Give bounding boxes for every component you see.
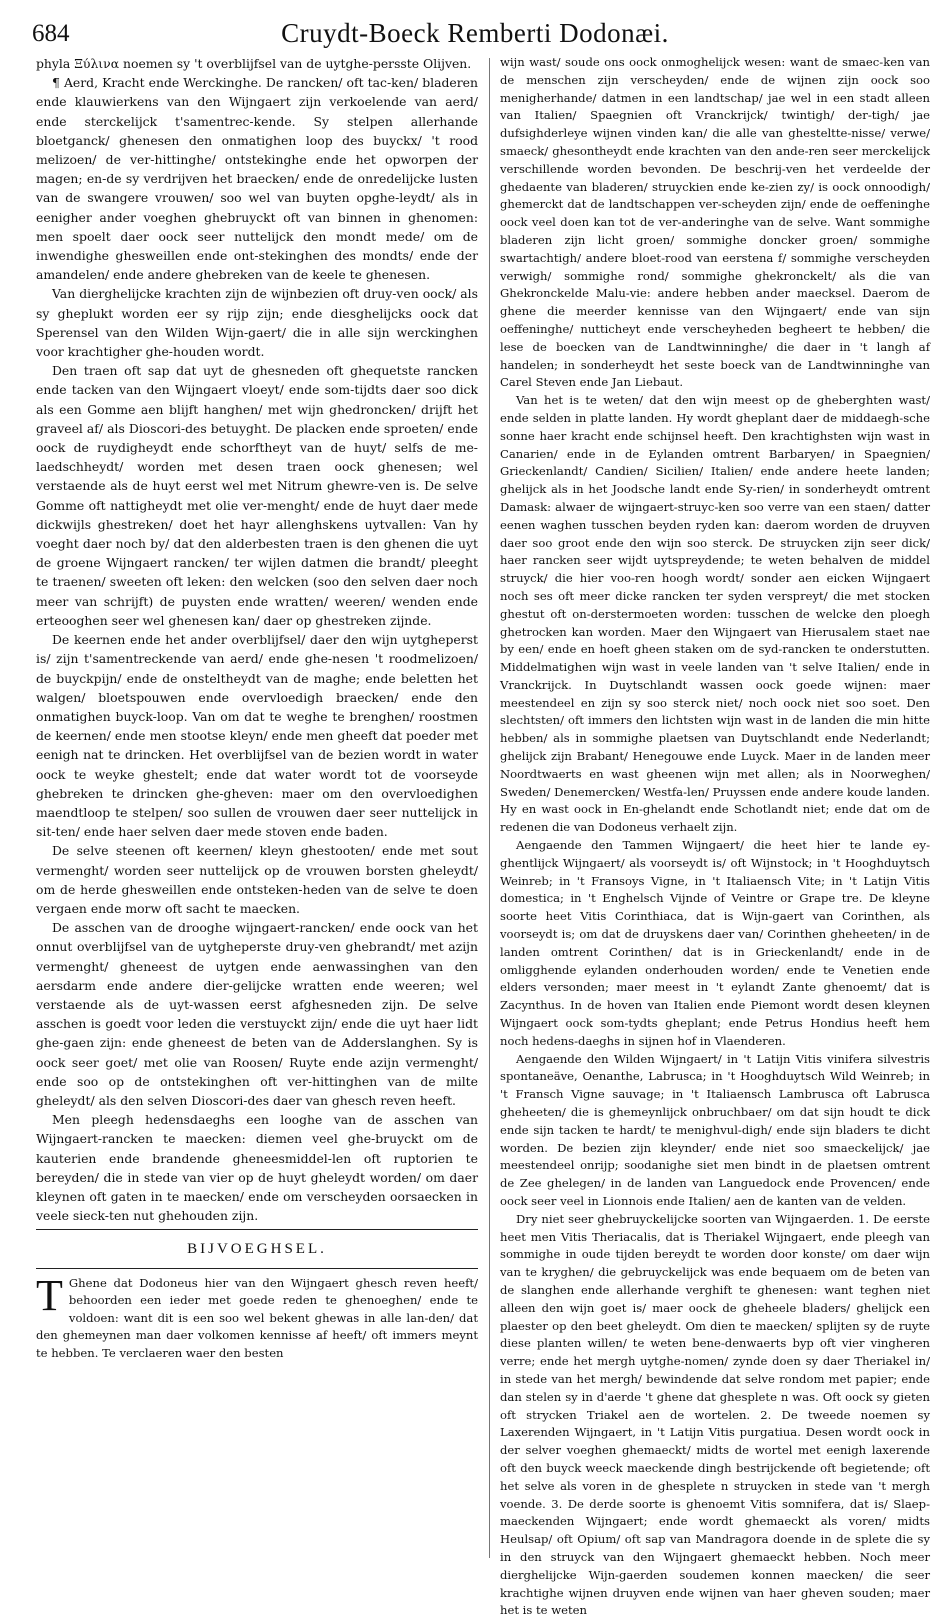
paragraph-bijvoeghsel: Ghene dat Dodoneus hier van den Wijngaert ghesch reven heeft/ behoorden een ieder met goede reden te ghenoeghen/ ende te voldoen: want dit is een soo wel bekent ghewas in alle lan-den/ dat den ghemeynen man daer volkomen kennisse af heeft/ oft immers meynt te hebben. Te verclaeren waer den besten <box>36 1275 478 1360</box>
paragraph-phyla: phyla Ξύλινα noemen sy 't overblijfsel van de uytghe-persste Olijven. <box>36 56 472 71</box>
drop-cap: T <box>36 1270 63 1320</box>
column-divider <box>489 58 490 1558</box>
section-rule <box>36 1229 478 1230</box>
paragraph-keernen: De keernen ende het ander overblijfsel/ daer den wijn uytgheperst is/ zijn t'samentreckende van aerd/ ende ghe-nesen 't roodmelizoen/ de buyckpijn/ ende de onsteltheydt van de maghe; ende beletten het walgen/ bloetspouwen ende overvloedigh braecken/ ende den onmatighen buyck-loop. Van om dat te weghe te brenghen/ roostmen de keernen/ ende men stootse kleyn/ ende men gheeft dat poeder met eenigh nat te drincken. Het overblijfsel van de bezien wordt in water oock te weyke ghestelt; ende dat water wordt tot de voorseyde ghebreken te drincken ghe-gheven: maer om den overvloedighen maendtloop te stelpen/ soo sullen de vrouwen daer seer nuttelijck in sit-ten/ ende haer selven daer mede stoven ende baden. <box>36 632 478 840</box>
left-column <box>36 54 478 1564</box>
section-title: BIJVOEGHSEL. <box>187 1241 327 1258</box>
paragraph-wilden-wijngaert: Aengaende den Wilden Wijngaert/ in 't Latijn Vitis vinifera silvestris spontaneäve, Oenanthe, Labrusca; in 't Hooghduytsch Wild Weinreb; in 't Fransch Vigne sauvage; in 't Italiaensch Lambrusca oft Labrusca gheheeten/ die is ghemeynlijck onbruchbaer/ om dat sijn houdt te dick ende sijn tacken te hardt/ te menighvul-digh/ ende sijn bladers te dicht worden. De bezien zijn kleynder/ ende niet soo smaeckelijck/ jae meestendeel onrijp; soodanighe siet men bindt in de plaetsen omtrent de Zee ghelegen/ in de landen van Languedock ende Provencen/ ende oock seer veel in Lionnois ende Italien/ aen de kanten van de velden. <box>500 1051 930 1208</box>
section-rule-bottom <box>36 1268 478 1269</box>
paragraph-looghe: Men pleegh hedensdaeghs een looghe van de asschen van Wijngaert-rancken te maecken: diemen veel ghe-bruyckt om de kauterien ende brandende gheneesmiddel-len oft ruptorien te bereyden/ die in stede van vier op de huyt gheleydt worden/ om daer kleynen oft gaten in te maecken/ ende om verscheyden oorsaecken in veele sieck-ten nut ghehouden zijn. <box>36 1112 478 1224</box>
page-number: 684 <box>32 20 70 47</box>
paragraph-asschen: De asschen van de drooghe wijngaert-rancken/ ende oock van het onnut overblijfsel van de uytgheperste druy-ven ghebrandt/ met azijn vermenght/ gheneest de uytgen ende aenwassinghen van den aersdarm ende andere dier-gelijcke wratten ende weeren; wel verstaende als de uyt-wassen eerst afghesneden zijn. De selve asschen is goedt voor leden die verstuyckt zijn/ ende die uyt haer lidt ghe-gaen zijn: ende gheneest de beten van de Adderslanghen. Sy is oock seer goet/ met olie van Roosen/ Ruyte ende azijn vermenght/ ende soo op de ontstekinghen oft ver-hittinghen van de milte gheleydt/ als den selven Dioscori-des daer van ghesch reven heeft. <box>36 920 478 1108</box>
paragraph-traen: Den traen oft sap dat uyt de ghesneden oft ghequetste rancken ende tacken van den Wijngaert vloeyt/ ende som-tijdts daer soo dick als een Gomme aen blijft hanghen/ met wijn ghedroncken/ drijft het graveel af/ als Dioscori-des betuyght. De placken ende sproeten/ ende oock de ruydigheydt ende schorftheyt van de huyt/ selfs de me-laedschheydt/ worden met desen traen oock ghenesen; wel verstaende als de huyt eerst wel met Nitrum ghewre-ven is. De selve Gomme oft nattigheydt met olie ver-menght/ ende de huyt daer mede dickwijls ghestreken/ doet het hayr allenghskens uytvallen: Van hy voeght daer noch by/ dat den alderbesten traen is den ghenen die uyt de groene Wijngaert rancken/ ter wijlen datmen die brandt/ pleeght te traenen/ sweeten oft leken: den welcken (soo den selven daer noch meer van schrijft) de puysten ende wratten/ weeren/ wenden ende erteooghen seer wel ghenesen kan/ daer op ghestreken zijnde. <box>36 363 478 628</box>
running-title: Cruydt-Boeck Remberti Dodonæi. <box>281 18 669 48</box>
paragraph-dry-soorten: Dry niet seer ghebruyckelijcke soorten van Wijngaerden. 1. De eerste heet men Vitis Theriacalis, dat is Theriakel Wijngaert, ende pleegh van sommighe in oude tijden bereydt te worden door konste/ om daer wijn van te kryghen/ die gebruyckelijck was ende bequaem om de beten van de slanghen ende allerhande verghift te ghenesen: want teghen niet alleen den wijn goet is/ maer oock de gheheele bladers/ ghelijck een plaester op den beet gheleydt. Om dien te maecken/ splijten sy de ruyte diese planten willen/ te weten bene-denwaerts byp oft vier vingheren verre; ende het mergh uytghe-nomen/ zynde doen sy daer Theriakel in/ in stede van het mergh/ bewindende dat selve rondom met papier; ende dan stelen sy in d'aerde 't ghene dat ghesplete n was. Oft oock sy gieten oft strycken Triakel aen de wortelen. 2. De tweede noemen sy Laxerenden Wijngaert, in 't Latijn Vitis purgatiua. Desen wordt oock in der selver voeghen ghemaeckt/ midts de wortel met eenigh laxerende oft den buyck weeck maeckende dingh bestrijckende oft begietende; oft het selve als voren in de ghesplete n struycken in stede van 't mergh voende. 3. De derde soorte is ghenoemt Vitis somnifera, dat is/ Slaep-maeckenden Wijngaert; ende wordt ghemaeckt als voren/ midts Heulsap/ oft Opium/ oft sap van Mandragora doende in de splete die sy in den struyck van den Wijngaert ghemaeckt hebben. Noch meer dierghelijcke Wijn-gaerden soudemen konnen maecken/ die seer krachtighe wijnen druyven ende wijnen van haer gheven souden; maer het is te weten <box>500 1211 930 1618</box>
paragraph-wijnbezien: Van dierghelijcke krachten zijn de wijnbezien oft druy-ven oock/ als sy gheplukt worden eer sy rijp zijn; ende diesghelijcks oock dat Sperensel van den Wilden Wijn-gaert/ die in alle sijn werckinghen voor krachtigher ghe-houden wordt. <box>36 286 478 360</box>
right-column <box>500 54 930 1618</box>
paragraph-aerd-kracht: ¶ Aerd, Kracht ende Werckinghe. De rancken/ oft tac-ken/ bladeren ende klauwierkens van den Wijngaert zijn verkoelende van aerd/ ende sterckelijck t'samentrec-kende. Sy stelpen allerhande bloetganck/ ghenesen den onmatighen loop des buyckx/ 't rood melizoen/ de ver-hittinghe/ ontstekinghe ende het opworpen der magen; en-de sy verdrijven het braecken/ ende de onredelijcke lusten van de swangere vrouwen/ soo wel van buyten opghe-leydt/ als in eenigher ander voeghen ghebruyckt oft van binnen in ghenomen: men spoelt daer oock seer nuttelijck den mondt mede/ om de inwendighe ghesweillen ende ont-stekinghen des mondts/ ende der amandelen/ ende andere ghebreken van de keele te ghenesen. <box>36 75 478 283</box>
paragraph-wijn-wast: wijn wast/ soude ons oock onmoghelijck wesen: want de smaec-ken van de menschen zijn verscheyden/ ende de wijnen zijn oock soo menigherhande/ datmen in een landtschap/ jae wel in een stadt alleen van Italien/ Spaegnien oft Vranckrijck/ twintigh/ der-tigh/ jae dufsighderleye wijnen vinden kan/ die alle van ghesteltte-nisse/ verwe/ smaeck/ ghesontheydt ende krachten van den ande-ren seer merckelijck verschillende worden bevonden. De beschrij-ven het verdeelde der ghedaente van bladeren/ struyckien ende ke-zien zy/ is oock onnoodigh/ ghemerckt dat de landtschappen ver-scheyden zijn/ ende de oeffeninghe oock veel doen kan tot de ver-anderinghe van de selve. Want sommighe bladeren zijn licht groen/ sommighe doncker groen/ sommighe swartachtigh/ andere bloet-rood van eerstena f/ sommighe verscheyden verwigh/ sommighe rond/ sommighe ghekronckelt/ als die van Ghekronckelde Malu-vie: andere hebben ander maecksel. Daerom de ghene die meerder kennisse van den Wijngaert/ ende van sijn oeffeninghe/ nutticheyt ende verscheyheden begheert te hebben/ die lese de boecken van de Landtwinninghe/ die daer in 't langh af handelen; in sonderheydt het seste boeck van de Landtwinninghe van Carel Steven ende Jan Liebaut. <box>500 55 930 390</box>
paragraph-gheberghten: Van het is te weten/ dat den wijn meest op de gheberghten wast/ ende selden in platte landen. Hy wordt gheplant daer de middaegh-sche sonne haer kracht ende schijnsel heeft. Den krachtighsten wijn wast in Canarien/ ende in de Eylanden omtrent Barbaryen/ in Spaegnien/ Grieckenlandt/ Candien/ Sicilien/ Italien/ ende andere heete landen; ghelijck als in het Joodsche landt ende Sy-rien/ in sonderheydt omtrent Damask: alwaer de wijngaert-struyc-ken soo verre van een staen/ datter eenen waghen tusschen beyden ryden kan: daerom worden de druyven daer soo groot ende den wijn soo sterck. De struycken zijn seer dick/ haer rancken seer wijdt uytspreydende; te weten behalven de middel struyck/ die hier voo-ren hoogh wordt/ sonder aen eicken Wijngaert noch ses oft meer dicke rancken ter syden verspreyt/ die met stocken ghestut oft on-derstermoeten worden: tusschen de welcke den ploegh ghetrocken kan worden. Maer den Wijngaert van Hierusalem staet nae by een/ ende en hoeft gheen staken om de syd-rancken te onderstutten. Middelmatighen wijn wast in veele landen van 't selve Italien/ ende in Vranckrijck. In Duytschlandt wassen oock goede wijnen: maer meestendeel en zijn sy soo sterck niet/ noch oock niet soo soet. Den slechtsten/ oft immers den lichtsten wijn wast in de landen die min hitte hebben/ als in sommighe plaetsen van Duytschlandt ende Nederlandt; ghelijck zijn Brabant/ Henegouwe ende Luyck. Maer in de landen meer Noordtwaerts en wast gheenen wijn met allen; als in Noorweghen/ Sweden/ Denemercken/ Westfa-len/ Pruyssen ende andere koude landen. Hy en wast oock in En-ghelandt ende Schotlandt niet; ende dat om de redenen die van Dodoneus verhaelt zijn. <box>500 393 930 835</box>
page-header <box>30 14 920 54</box>
paragraph-steenen: De selve steenen oft keernen/ kleyn ghestooten/ ende met sout vermenght/ worden seer nuttelijck op de vrouwen borsten gheleydt/ om de herde ghesweillen ende ontsteken-heden van de selve te doen vergaen ende morw oft sacht te maecken. <box>36 843 478 916</box>
paragraph-tammen-wijngaert: Aengaende den Tammen Wijngaert/ die heet hier te lande ey-ghentlijck Wijngaert/ als voorseydt is/ oft Wijnstock; in 't Hooghduytsch Weinreb; in 't Fransoys Vigne, in 't Italiaensch Vite; in 't Latijn Vitis domestica; in 't Enghelsch Vijnde of Veintre or Grape tre. De kleyne soorte heet Vitis Corinthiaca, dat is Wijn-gaert van Corinthen, als voorseydt is; om dat de druyskens daer van/ Corinthen gheheeten/ in de landen omtrent Corinthen/ dat is in Grieckenlandt/ ende in de omligghende eylanden onderhouden worden/ ende te Venetien ende elders versonden; maer meest in 't eylandt Zante ghenoemt/ dat is Zacynthus. In de hoven van Italien ende Piemont wordt desen kleynen Wijngaert oock som-tydts gheplant; ende Petrus Hondius heeft hem noch hedens-daeghs in sijnen hof in Vlaenderen. <box>500 838 930 1048</box>
